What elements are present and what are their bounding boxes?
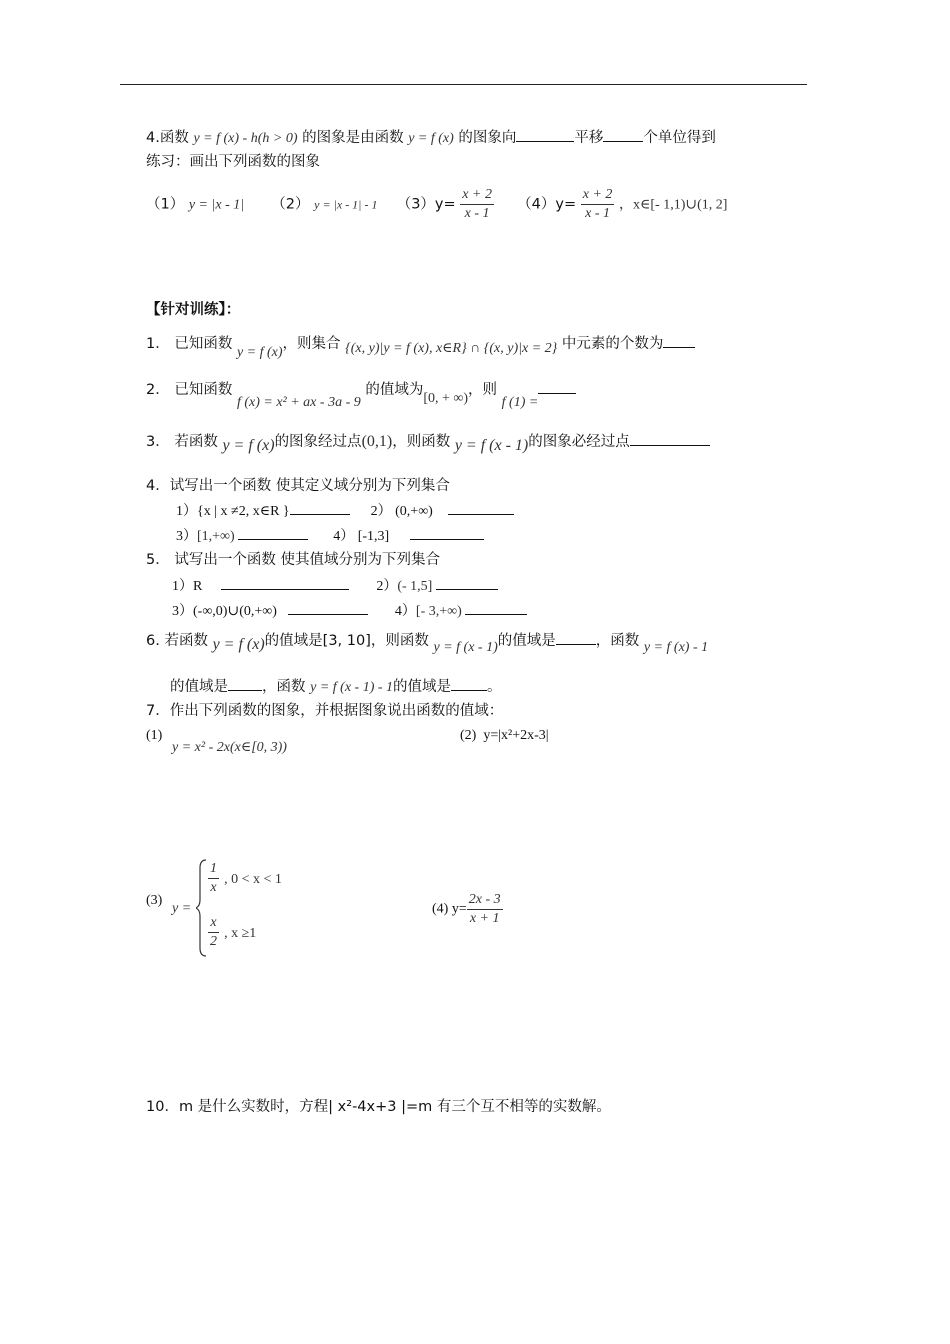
- question-5-row1: [172, 575, 498, 597]
- text: 的值域是: [170, 679, 228, 695]
- answer-blank[interactable]: [436, 575, 498, 590]
- question-7-part1-expr: y = x² - 2x(x∈[0, 3)): [172, 740, 287, 755]
- answer-blank[interactable]: [516, 127, 574, 142]
- text: ，函数: [262, 679, 306, 695]
- answer-blank[interactable]: [228, 676, 262, 691]
- answer-blank[interactable]: [603, 127, 643, 142]
- item-label: （3）y=: [396, 196, 456, 213]
- answer-blank[interactable]: [538, 384, 576, 394]
- condition: , x ≥1: [224, 926, 257, 941]
- text: 已知函数: [174, 382, 233, 398]
- item: 3）: [176, 529, 197, 544]
- section-title: 【针对训练】：: [146, 302, 241, 318]
- question-5-title: 5． 试写出一个函数 使其值域分别为下列集合: [146, 552, 440, 568]
- interval-expression: (- 1,5]: [397, 579, 433, 594]
- question-number: 3．: [146, 434, 170, 450]
- domain-expression: ，x∈[- 1,1)∪(1, 2]: [619, 197, 728, 213]
- text: 已知函数: [174, 336, 233, 352]
- text: 的值域是: [393, 679, 452, 695]
- text: ，则函数: [392, 434, 451, 450]
- answer-blank[interactable]: [451, 676, 487, 691]
- answer-blank[interactable]: [465, 600, 527, 615]
- math-expression: y = f (x - 1): [433, 640, 498, 655]
- math-expression: y = |x - 1| - 1: [314, 197, 378, 212]
- text: 若函数: [174, 434, 218, 450]
- text: 个单位得到: [643, 130, 716, 146]
- piecewise-brace: [196, 858, 208, 958]
- math-expression: y = f (x) - h(h > 0): [193, 131, 298, 146]
- question-6-line2: [170, 676, 502, 698]
- answer-blank[interactable]: [290, 500, 350, 515]
- math-expression: y = f (x): [236, 345, 283, 360]
- text: ，函数: [595, 633, 640, 649]
- fraction: $\frac{1}{x}$: [210, 861, 217, 895]
- question-7-part2: [460, 726, 549, 746]
- condition: , 0 < x < 1: [224, 872, 282, 887]
- text: 。: [487, 679, 502, 695]
- math-expression: y=|x²+2x-3|: [483, 728, 549, 743]
- piecewise-row-2: [208, 914, 256, 951]
- practice-items: [146, 186, 727, 223]
- answer-blank[interactable]: [556, 630, 596, 645]
- header-rule: [120, 84, 807, 85]
- fraction: $\frac{x + 2}{x - 1}$: [582, 187, 613, 221]
- item: 4） [-1,3]: [333, 529, 390, 544]
- item-label: （4）y=: [517, 196, 577, 213]
- set-expression: {(x, y)|y = f (x), x∈R} ∩ {(x, y)|x = 2}: [345, 341, 558, 356]
- question-7-title: 7．作出下列函数的图象，并根据图象说出函数的值域：: [146, 703, 504, 719]
- question-4-translation: [146, 127, 716, 149]
- question-1: [146, 333, 695, 360]
- text: 的图象必经过点: [528, 434, 630, 450]
- text: 平移: [574, 130, 604, 146]
- question-6-line1: [146, 630, 709, 655]
- question-number: 4.: [146, 130, 160, 146]
- math-expression: y = f (x): [212, 636, 265, 653]
- math-expression: y = f (x - 1) - 1: [310, 680, 394, 695]
- item: 1）R: [172, 579, 203, 594]
- math-expression: y = f (x): [222, 437, 275, 454]
- item: 2）: [376, 579, 398, 594]
- text: 6. 若函数: [146, 633, 208, 649]
- question-7-part3-label: (3): [146, 893, 163, 908]
- answer-blank[interactable]: [410, 525, 484, 540]
- question-4-row2: [176, 525, 484, 547]
- question-4-title: 4．试写出一个函数 使其定义域分别为下列集合: [146, 478, 450, 494]
- answer-blank[interactable]: [221, 575, 349, 590]
- math-expression: y = |x - 1|: [188, 197, 245, 213]
- item: 3）(-∞,0)∪(0,+∞): [172, 604, 277, 619]
- text: 的图象是由函数: [302, 130, 404, 146]
- answer-blank[interactable]: [238, 525, 308, 540]
- answer-blank[interactable]: [288, 600, 368, 615]
- answer-blank[interactable]: [663, 333, 695, 348]
- text: ，则: [468, 382, 498, 398]
- fraction: $\frac{x + 2}{x - 1}$: [462, 187, 492, 221]
- math-expression: f (1) =: [501, 395, 539, 410]
- item: 1）{x | x ≠2, x∈R }: [176, 504, 290, 519]
- fraction: $\frac{2x - 3}{x + 1}$: [468, 892, 501, 926]
- fraction: $\frac{x}{2}$: [210, 915, 217, 949]
- math-expression: y = f (x - 1): [454, 437, 529, 454]
- question-2: [146, 380, 576, 410]
- text: 函数: [159, 130, 189, 146]
- math-expression: y = f (x) - 1: [643, 640, 709, 655]
- text: ，则集合: [282, 336, 341, 352]
- question-7-part1-label: (1): [146, 728, 163, 743]
- question-10: 10．m 是什么实数时，方程| x²-4x+3 |=m 有三个互不相等的实数解。: [146, 1099, 611, 1115]
- item-label: (2): [460, 728, 477, 743]
- question-number: 1．: [146, 336, 170, 352]
- item-label: （1）: [146, 196, 185, 213]
- answer-blank[interactable]: [630, 431, 710, 446]
- question-5-row2: [172, 600, 527, 622]
- text: 的值域为: [365, 382, 424, 398]
- question-3: [146, 431, 710, 452]
- answer-blank[interactable]: [448, 500, 514, 515]
- point-expression: (0,1): [361, 433, 393, 450]
- item: 2） (0,+∞): [370, 504, 433, 519]
- text: 中元素的个数为: [561, 336, 664, 352]
- practice-heading: 练习：画出下列函数的图象: [146, 154, 320, 170]
- question-7-part4: [432, 891, 503, 928]
- text: 的值域是[3, 10]，则函数: [264, 633, 429, 649]
- text: 的值域是: [497, 633, 556, 649]
- text: 的图象经过点: [274, 434, 362, 450]
- piecewise-y: y =: [172, 901, 192, 916]
- interval-expression: [- 3,+∞): [415, 604, 462, 619]
- item-label: （2）: [271, 196, 310, 213]
- question-number: 2．: [146, 382, 170, 398]
- item: 4）: [394, 604, 416, 619]
- text: 的图象向: [458, 130, 517, 146]
- math-expression: y = f (x): [408, 131, 454, 146]
- interval-expression: [1,+∞): [197, 529, 235, 544]
- piecewise-row-1: [208, 860, 282, 897]
- range-expression: [0, + ∞): [423, 391, 469, 406]
- math-expression: f (x) = x² + ax - 3a - 9: [236, 395, 361, 410]
- question-4-row1: [176, 500, 514, 522]
- item-label: (4) y=: [432, 901, 467, 917]
